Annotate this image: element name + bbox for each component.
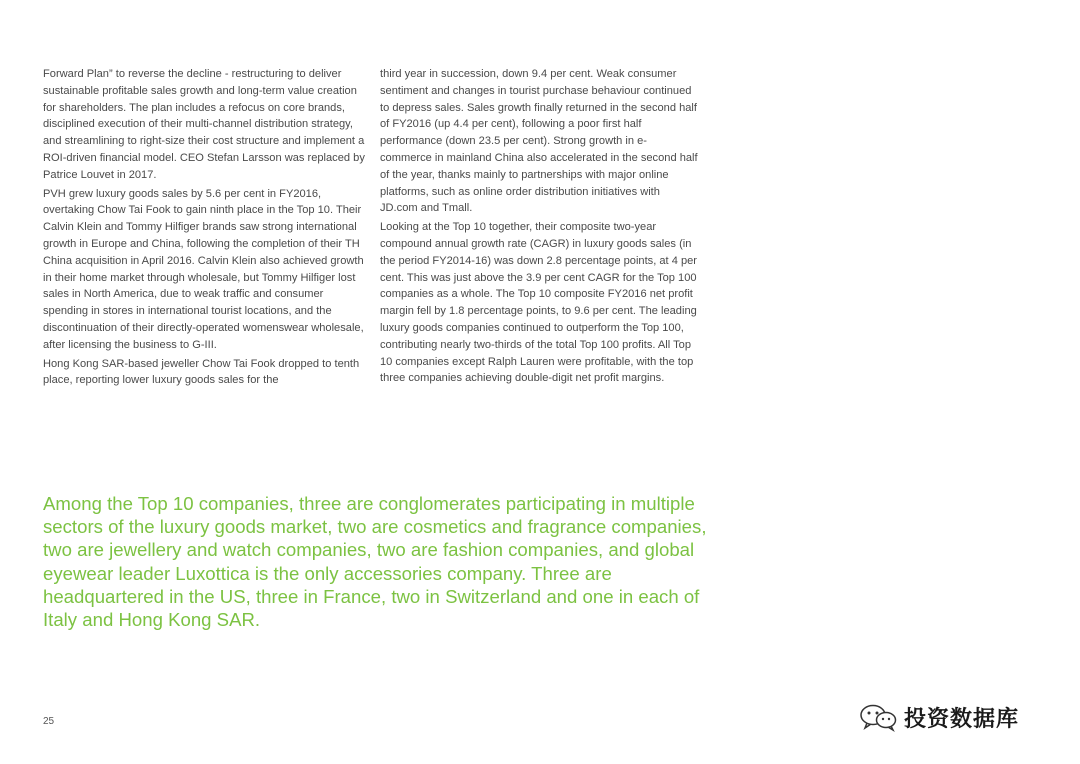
watermark-text: 投资数据库 xyxy=(904,706,1020,732)
paragraph: Looking at the Top 10 together, their composite two-year compound annual growth rate (CAGR) in luxury goods sales (in the period FY2014-16) was down 2.8 percentage points, at 4 per cent. This was just above the 3.9 per cent CAGR for the Top 100 companies as a whole. The Top 10 composite FY2016 net profit margin fell by 1.8 percentage points, to 9.6 per cent. The leading luxury goods companies continued to outperform the Top 100, contributing nearly two-thirds of the total Top 100 profits. All Top 10 companies except Ralph Lauren were profitable, with the top three companies achieving double-digit net profit margins. xyxy=(380,221,697,385)
right-text-column xyxy=(380,66,698,389)
wechat-icon xyxy=(858,702,900,732)
paragraph: Hong Kong SAR-based jeweller Chow Tai Fook dropped to tenth place, reporting lower luxury goods sales for the xyxy=(43,357,360,387)
pull-quote: Among the Top 10 companies, three are conglomerates participating in multiple sectors of the luxury goods market, two are cosmetics and fragrance companies, two are jewellery and watch companies, two are fashion companies, and global eyewear leader Luxottica is the only accessories company. Three are headquartered in the US, three in France, two in Switzerland and one in each of Italy and Hong Kong SAR. xyxy=(43,493,707,631)
page-number: 25 xyxy=(43,716,55,727)
paragraph: Forward Plan” to reverse the decline - restructuring to deliver sustainable profitable sales growth and long-term value creation for shareholders. The plan includes a refocus on core brands, disciplined execution of their multi-channel distribution strategy, and streamlining to right-size their cost structure and implement a ROI-driven financial model. CEO Stefan Larsson was replaced by Patrice Louvet in 2017. xyxy=(43,68,365,181)
watermark xyxy=(858,700,1019,734)
left-text-column xyxy=(43,66,365,391)
paragraph: third year in succession, down 9.4 per cent. Weak consumer sentiment and changes in tourist purchase behaviour continued to depress sales. Sales growth finally returned in the second half of FY2016 (up 4.4 per cent), following a poor first half performance (down 23.5 per cent). Strong growth in e-commerce in mainland China also accelerated in the second half of the year, thanks mainly to partnerships with major online platforms, such as online order distribution initiatives with JD.com and Tmall. xyxy=(380,68,698,215)
paragraph: PVH grew luxury goods sales by 5.6 per cent in FY2016, overtaking Chow Tai Fook to gain ninth place in the Top 10. Their Calvin Klein and Tommy Hilfiger brands saw strong international growth in Europe and China, following the completion of their TH China acquisition in April 2016. Calvin Klein also achieved growth in their home market through wholesale, but Tommy Hilfiger lost sales in North America, due to weak traffic and consumer spending in stores in international tourist locations, and the discontinuation of their directly-operated womenswear wholesale, after licensing the business to G-III. xyxy=(43,187,364,351)
